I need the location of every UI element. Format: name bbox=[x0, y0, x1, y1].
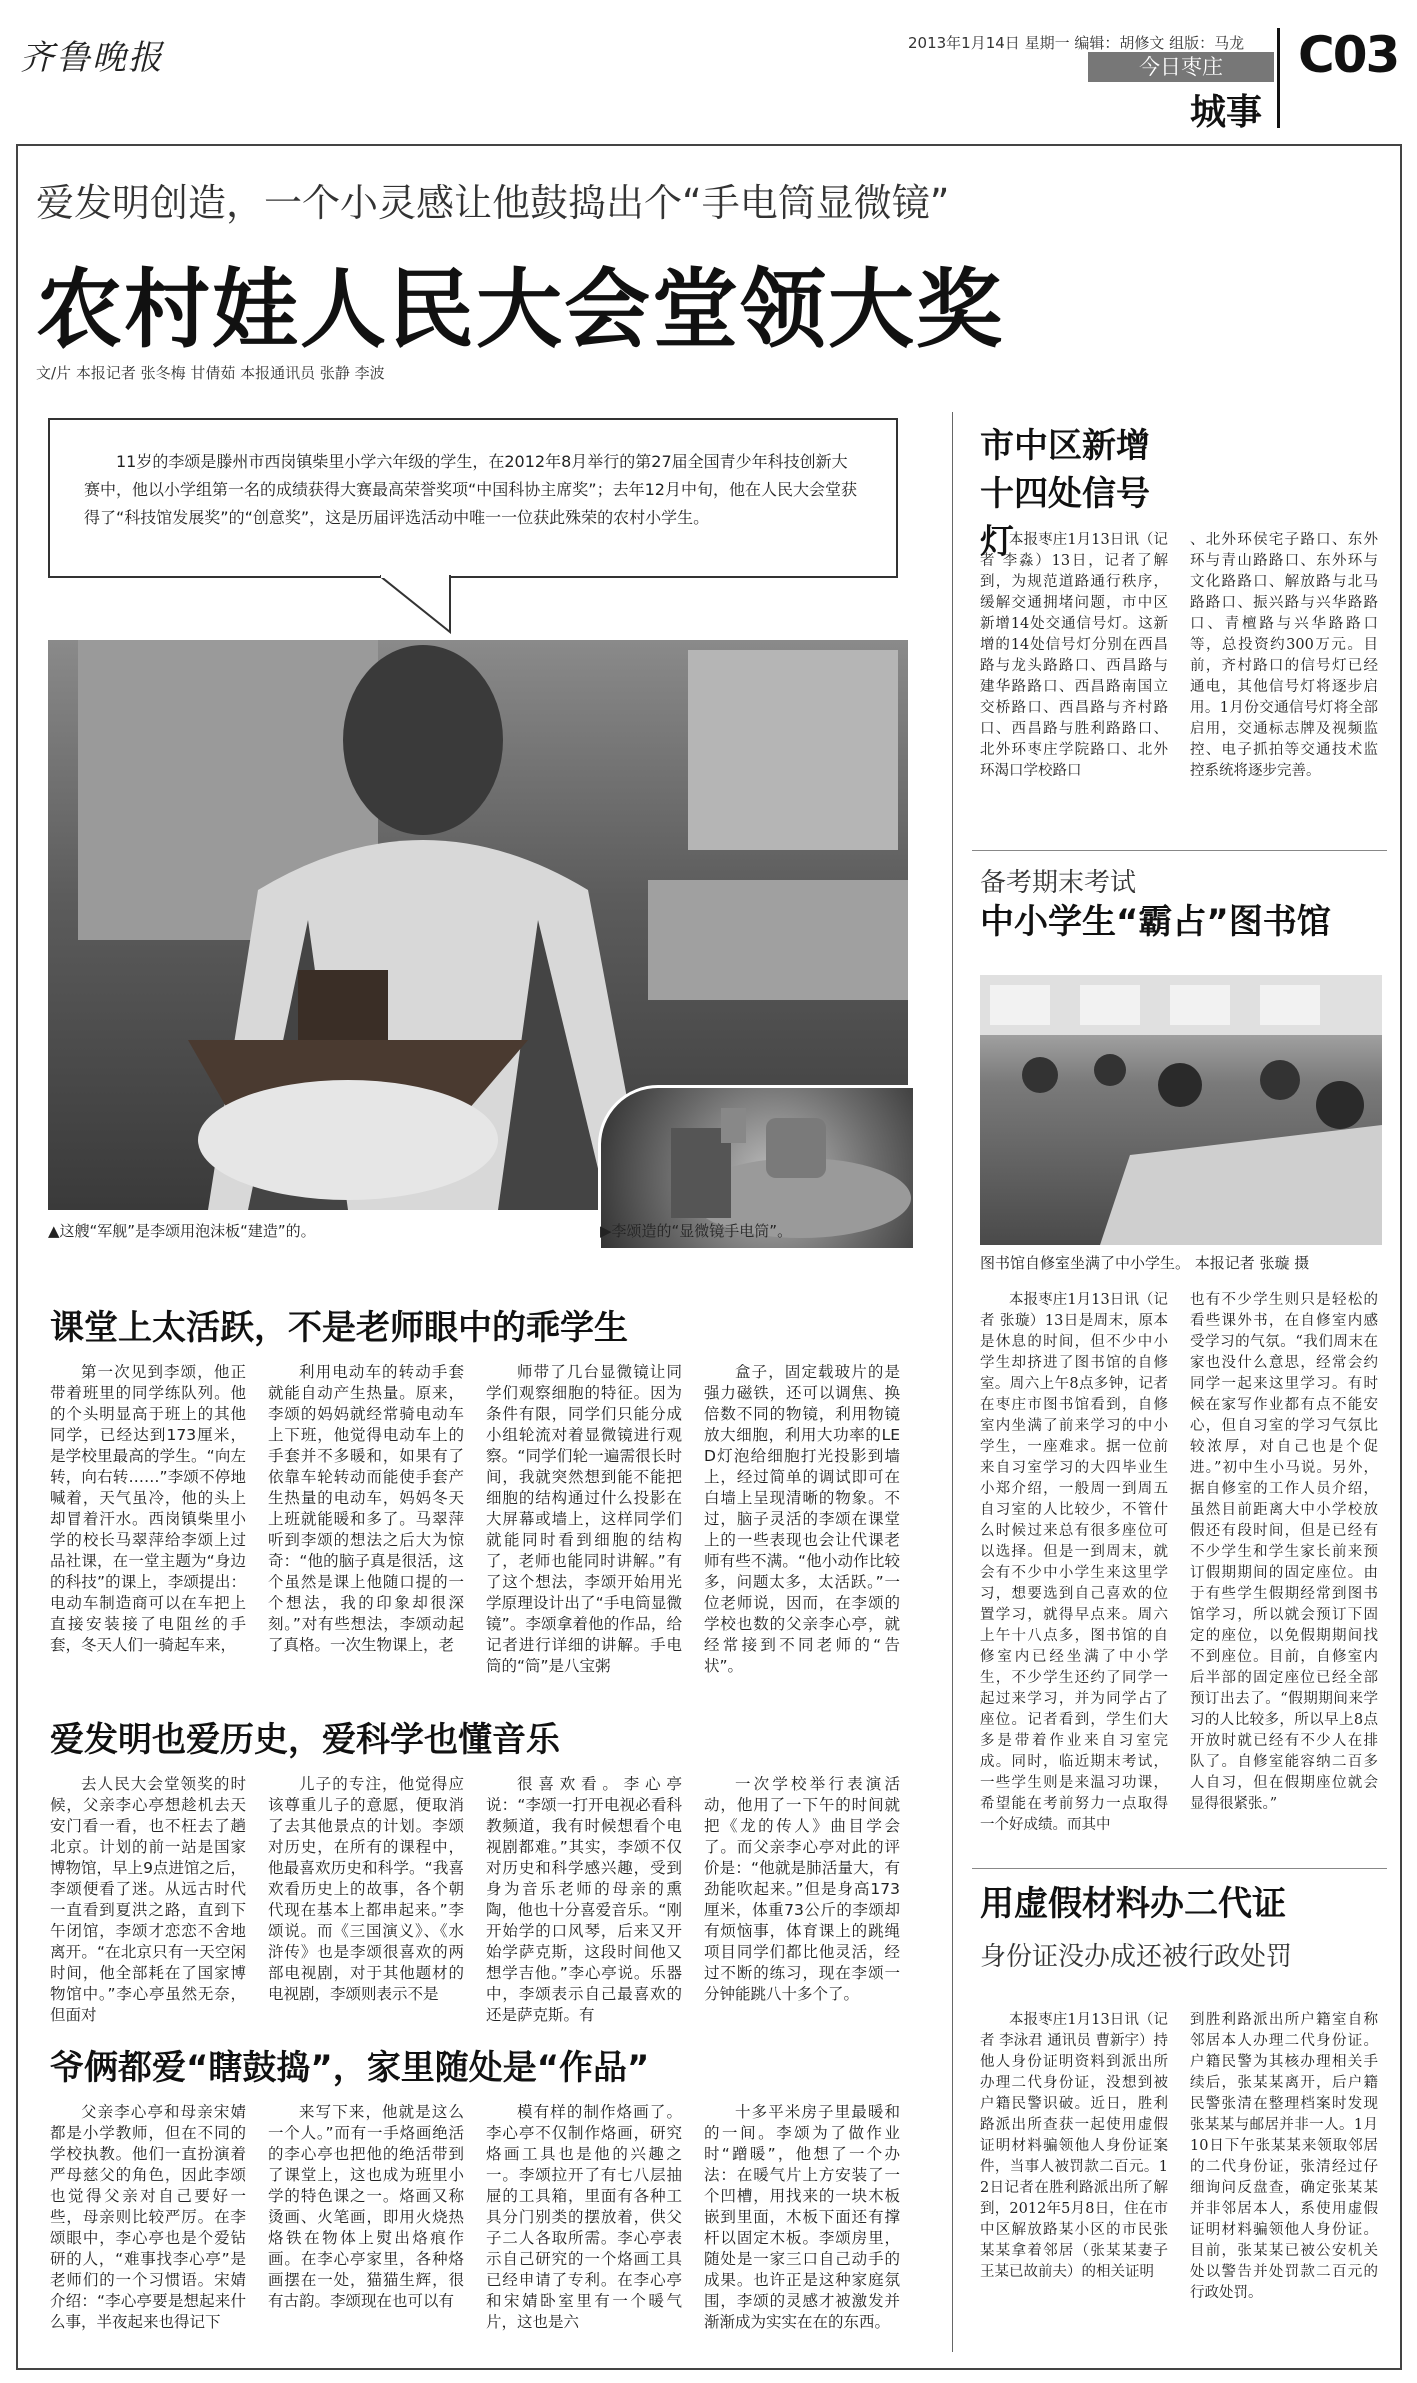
column-divider bbox=[952, 412, 953, 2352]
story-headline: 中小学生“霸占”图书馆 bbox=[980, 902, 1331, 942]
story-headline: 市中区新增十四处信号灯 bbox=[980, 426, 1150, 562]
story-column: 到胜利路派出所户籍室自称邻居本人办理二代身份证。户籍民警为其核办理相关手续后，张某某离开，后户籍民警张清在整理档案时发现张某某与邮居并非一人。1月10日下午张某某来领取邻居的二代身份证，张清经过仔细询问反盘查，确定张某某并非邻居本人，系使用虚假证明材料骗领他人身份证。目前，张某某已被公安机关处以警告并处罚款二百元的行政处罚。 bbox=[1190, 2012, 1378, 2301]
section-column: 利用电动车的转动手套就能自动产生热量。原来，李颂的妈妈就经常骑电动车上下班，他觉得电动车上的手套并不多暖和，如果有了依靠车轮转动而能使手套产生热量的电动车，妈妈冬天上班就能暖和多了。马翠萍听到李颂的想法之后大为惊奇：“他的脑子真是很活，这个虽然是课上他随口提的一个想法，我的印象却很深刻。”对有些想法，李颂动起了真格。一次生物课上，老 bbox=[268, 1363, 464, 1654]
section-column: 儿子的专注，他觉得应该尊重儿子的意愿，便取消了去其他景点的计划。李颂对历史，在所有的课程中，他最喜欢历史和科学。“我喜欢看历史上的故事，各个朝代现在基本上都串起来。”李颂说。而《三国演义》、《水浒传》也是李颂很喜欢的两部电视剧，对于其他题材的电视剧，李颂则表示不是 bbox=[268, 1775, 464, 2003]
library-photo-caption: 图书馆自修室坐满了中小学生。 本报记者 张璇 摄 bbox=[980, 1254, 1310, 1272]
story-column: 、北外环侯宅子路口、东外环与青山路路口、东外环与文化路路口、解放路与北马路路口、振兴路与兴华路路口、青檀路与兴华路路口等，总投资约300万元。目前，齐村路口的信号灯已经通电，其他信号灯将逐步启用。1月份交通信号灯将全部启用，交通标志牌及视频监控、电子抓拍等交通技术监控系统将逐步完善。 bbox=[1190, 532, 1378, 779]
story-divider bbox=[972, 850, 1387, 851]
section-column: 父亲李心亭和母亲宋婧都是小学教师，但在不同的学校执教。他们一直扮演着严母慈父的角色，因此李颂也觉得父亲对自己要好一些，母亲则比较严厉。在李颂眼中，李心亭也是个爱钻研的人，“难事找李心亭”是老师们的一个习惯语。宋婧介绍：“李心亭要是想起来什么事，半夜起来也得记下 bbox=[50, 2103, 246, 2331]
section-column: 很喜欢看。李心亭说：“李颂一打开电视必看科教频道，我有时候想看个电视剧都难。”其实，李颂不仅对历史和科学感兴趣，受到身为音乐老师的母亲的熏陶，他也十分喜爱音乐。“刚开始学的口风琴，后来又开始学萨克斯，这段时间他又想学吉他。”李心亭说。乐器中，李颂表示自己最喜欢的还是萨克斯。有 bbox=[486, 1775, 682, 2024]
lead-callout: 11岁的李颂是滕州市西岗镇柴里小学六年级的学生，在2012年8月举行的第27届全国青少年科技创新大赛中，他以小学组第一名的成绩获得大赛最高荣誉奖项“中国科协主席奖”；去年12月中旬，他在人民大会堂获得了“科技馆发展奖”的“创意奖”，这是历届评选活动中唯一一位获此殊荣的农村小学生。 bbox=[48, 418, 898, 578]
date-line: 2013年1月14日 星期一 编辑：胡修文 组版：马龙 bbox=[908, 34, 1245, 52]
section-column: 师带了几台显微镜让同学们观察细胞的特征。因为条件有限，同学们只能分成小组轮流对着显微镜进行观察。“同学们轮一遍需很长时间，我就突然想到能不能把细胞的结构通过什么投影在大屏幕或墙上，这样同学们就能同时看到细胞的结构了，老师也能同时讲解。”有了这个想法，李颂开始用光学原理设计出了“手电筒显微镜”。李颂拿着他的作品，给记者进行详细的讲解。手电筒的“筒”是八宝粥 bbox=[486, 1363, 682, 1675]
story-subheadline: 身份证没办成还被行政处罚 bbox=[980, 1942, 1293, 1972]
callout-tail bbox=[380, 574, 480, 634]
section-title: 城事 bbox=[1190, 92, 1263, 133]
section-column: 十多平米房子里最暖和的一间。李颂为了做作业时“蹭暖”，他想了一个办法：在暖气片上方安装了一个凹槽，用找来的一块木板嵌到里面，木板下面还有撑杆以固定木板。李颂房里，随处是一家三口自己动手的成果。也许正是这种家庭氛围，李颂的灵感才被激发并渐渐成为实实在在的东西。 bbox=[704, 2103, 900, 2331]
section-heading: 课堂上太活跃，不是老师眼中的乖学生 bbox=[50, 1308, 628, 1348]
section-heading: 爱发明也爱历史，爱科学也懂音乐 bbox=[50, 1720, 560, 1760]
lead-byline: 文/片 本报记者 张冬梅 甘倩茹 本报通讯员 张静 李波 bbox=[36, 364, 385, 382]
section-column: 第一次见到李颂，他正带着班里的同学练队列。他的个头明显高于班上的其他同学，已经达到173厘米，是学校里最高的学生。“向左转，向右转……”李颂不停地喊着，天气虽冷，他的头上却冒着汗水。西岗镇柴里小学的校长马翠萍给李颂上过品社课，在一堂主题为“身边的科技”的课上，李颂提出：电动车制造商可以在车把上直接安装接了电阻丝的手套，冬天人们一骑起车来， bbox=[50, 1363, 246, 1654]
section-column: 盒子，固定载玻片的是强力磁铁，还可以调焦、换倍数不同的物镜，利用物镜放大细胞，利用大功率的LED灯泡给细胞打光投影到墙上，经过简单的调试即可在白墙上呈现清晰的物象。不过，脑子灵活的李颂在课堂上的一些表现也会让代课老师有些不满。“他小动作比较多，问题太多，太活跃。”一位老师说，因而，在李颂的学校也数的父亲李心亭，就经常接到不同老师的“告状”。 bbox=[704, 1363, 900, 1675]
story-column: 本报枣庄1月13日讯（记者 李淼）13日，记者了解到，为规范道路通行秩序，缓解交通拥堵问题，市中区新增14处交通信号灯。这新增的14处信号灯分别在西昌路与龙头路路口、西昌路与建华路路口、西昌路南国立交桥路口、西昌路与齐村路口、西昌路与胜利路路口、北外环枣庄学院路口、北外环渴口学校路口 bbox=[980, 532, 1168, 779]
library-photo bbox=[980, 975, 1382, 1245]
masthead-divider bbox=[1277, 28, 1280, 128]
lead-headline: 农村娃人民大会堂领大奖 bbox=[36, 260, 1004, 360]
inset-photo-caption: ▶李颂造的“显微镜手电筒”。 bbox=[600, 1222, 793, 1240]
story-divider bbox=[972, 1868, 1387, 1869]
story-column: 也有不少学生则只是轻松的看些课外书，在自修室内感受学习的气氛。“我们周末在家也没什么意思，经常会约同学一起来这里学习。有时候在家写作业都有点不能安心，但自习室的学习气氛比较浓厚，对自己也是个促进。”初中生小马说。另外，据自修室的工作人员介绍，虽然目前距离大中小学校放假还有段时间，但是已经有不少学生和学生家长前来预订假期期间的固定座位。由于有些学生假期经常到图书馆学习，所以就会预订下固定的座位，以免假期期间找不到座位。目前，自修室内后半部的固定座位已经全部预订出去了。“假期期间来学习的人比较多，所以早上8点开放时就已经有不少人在排队了。自修室能容纳二百多人自习，但在假期座位就会显得很紧张。” bbox=[1190, 1292, 1378, 1812]
lead-photo-caption: ▲这艘“军舰”是李颂用泡沫板“建造”的。 bbox=[48, 1222, 316, 1240]
section-heading: 爷俩都爱“瞎鼓捣”，家里随处是“作品” bbox=[50, 2048, 650, 2088]
story-kicker: 备考期末考试 bbox=[980, 868, 1137, 898]
library-illustration bbox=[980, 975, 1382, 1245]
lead-kicker: 爱发明创造，一个小灵感让他鼓捣出个“手电筒显微镜” bbox=[36, 181, 950, 225]
story-column: 本报枣庄1月13日讯（记者 李泳君 通讯员 曹新宇）持他人身份证明资料到派出所办理二代身份证，没想到被户籍民警识破。近日，胜利路派出所查获一起使用虚假证明材料骗领他人身份证案件，当事人被罚款二百元。12日记者在胜利路派出所了解到，2012年5月8日，住在市中区解放路某小区的市民张某某拿着邻居（张某某妻子王某已故前夫）的相关证明 bbox=[980, 2012, 1168, 2280]
story-column: 本报枣庄1月13日讯（记者 张璇）13日是周末，原本是休息的时间，但不少中小学生却挤进了图书馆的自修室。周六上午8点多钟，记者在枣庄市图书馆看到，自修室内坐满了前来学习的中小学生，一座难求。据一位前来自习室学习的大四毕业生小郑介绍，一般周一到周五自习室的人比较少，不管什么时候过来总有很多座位可以选择。但是一到周末，就会有不少中小学生来这里学习，想要选到自己喜欢的位置学习，就得早点来。周六上午十八点多，图书馆的自修室内已经坐满了中小学生，不少学生还约了同学一起过来学习，并为同学占了座位。记者看到，学生们大多是带着作业来自习室完成。同时，临近期末考试，一些学生则是来温习功课，希望能在考前努力一点取得一个好成绩。而其中 bbox=[980, 1292, 1168, 1833]
page-number: C03 bbox=[1298, 26, 1399, 84]
section-column: 一次学校举行表演活动，他用了一下午的时间就把《龙的传人》曲目学会了。而父亲李心亭对此的评价是：“他就是肺活量大，有劲能吹起来。”但是身高173厘米，体重73公斤的李颂却有烦恼事，体育课上的跳绳项目同学们都比他灵活，经过不断的练习，现在李颂一分钟能跳八十多个了。 bbox=[704, 1775, 900, 2003]
newspaper-logo: 齐鲁晚报 bbox=[20, 38, 164, 78]
story-headline: 用虚假材料办二代证 bbox=[980, 1884, 1286, 1924]
section-column: 来写下来，他就是这么一个人。”而有一手烙画绝活的李心亭也把他的绝活带到了课堂上，这也成为班里小学的特色课之一。烙画又称烫画、火笔画，即用火烧热烙铁在物体上熨出烙痕作画。在李心亭家里，各种烙画摆在一处，猫猫生辉，很有古韵。李颂现在也可以有 bbox=[268, 2103, 464, 2310]
edition-tag: 今日枣庄 bbox=[1088, 52, 1274, 82]
section-column: 模有样的制作烙画了。李心亭不仅制作烙画，研究烙画工具也是他的兴趣之一。李颂拉开了有七八层抽屉的工具箱，里面有各种工具分门别类的摆放着，供父子二人各取所需。李心亭表示自己研究的一个烙画工具已经申请了专利。在李心亭和宋婧卧室里有一个暖气片，这也是六 bbox=[486, 2103, 682, 2331]
section-column: 去人民大会堂领奖的时候，父亲李心亭想趁机去天安门看一看，也不枉去了趟北京。计划的前一站是国家博物馆，早上9点进馆之后，李颂便看了迷。从远古时代一直看到夏洪之路，直到下午闭馆，李颂才恋恋不舍地离开。“在北京只有一天空闲时间，他全部耗在了国家博物馆中。”李心亭虽然无奈，但面对 bbox=[50, 1775, 246, 2024]
